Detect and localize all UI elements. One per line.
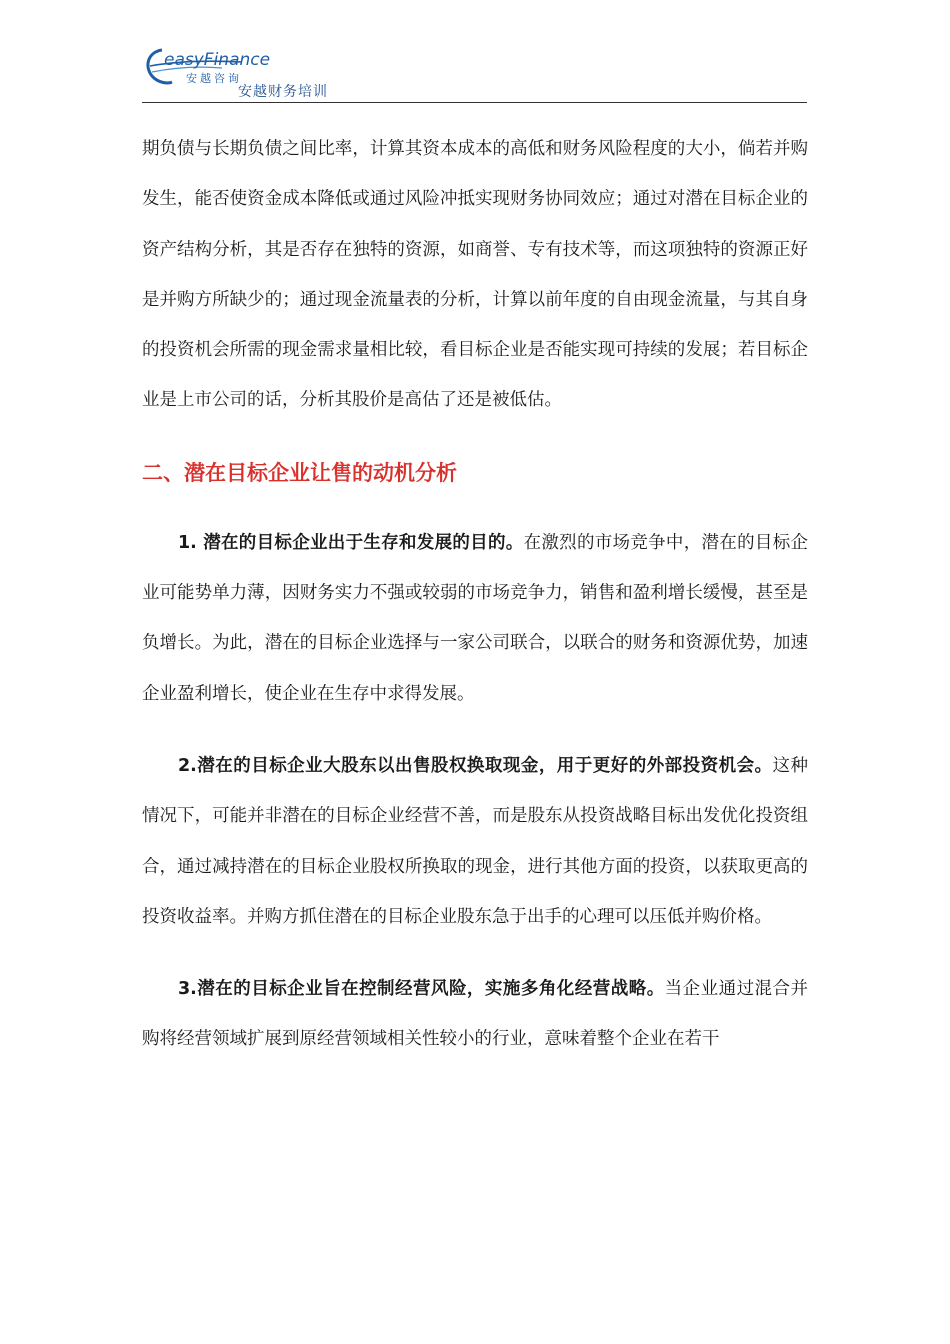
motive-item-2-title: 2.潜在的目标企业大股东以出售股权换取现金，用于更好的外部投资机会。	[178, 755, 773, 776]
motive-item-2-text: 这种情况下，可能并非潜在的目标企业经营不善，而是股东从投资战略目标出发优化投资组合，通过减持潜在的目标企业股权所换取的现金，进行其他方面的投资，以获取更高的投资收益率。并购方抓住潜在的目标企业股东急于出手的心理可以压低并购价格。	[142, 755, 809, 927]
intro-paragraph: 期负债与长期负债之间比率，计算其资本成本的高低和财务风险程度的大小，倘若并购发生，能否使资金成本降低或通过风险冲抵实现财务协同效应；通过对潜在目标企业的资产结构分析，其是否存在独特的资源，如商誉、专有技术等，而这项独特的资源正好是并购方所缺少的；通过现金流量表的分析，计算以前年度的自由现金流量，与其自身的投资机会所需的现金需求量相比较，看目标企业是否能实现可持续的发展；若目标企业是上市公司的话，分析其股价是高估了还是被低估。	[142, 139, 808, 411]
motive-item-1-title: 1. 潜在的目标企业出于生存和发展的目的。	[178, 532, 524, 553]
header-divider	[142, 102, 807, 103]
motive-item-3-text: 当企业通过混合并购将经营领域扩展到原经营领域相关性较小的行业，意味着整个企业在若干	[142, 979, 809, 1050]
motive-item-1-text: 在激烈的市场竞争中，潜在的目标企业可能势单力薄，因财务实力不强或较弱的市场竞争力，销售和盈利增长缓慢，甚至是负增长。为此，潜在的目标企业选择与一家公司联合，以联合的财务和资源优势，加速企业盈利增长，使企业在生存中求得发展。	[142, 532, 809, 704]
section-heading: 二、潜在目标企业让售的动机分析	[142, 460, 457, 485]
logo-subtitle: 安越咨询	[186, 72, 242, 85]
brand-name: 安越财务培训	[238, 84, 328, 100]
logo-wordmark: easyFinance	[164, 50, 271, 70]
motive-item-3	[142, 964, 808, 1065]
motive-item-1	[142, 518, 808, 719]
motive-item-3-title: 3.潜在的目标企业旨在控制经营风险，实施多角化经营战略。	[178, 979, 665, 1000]
document-body	[142, 124, 808, 1065]
page-header	[142, 44, 807, 104]
motive-item-2	[142, 741, 808, 942]
